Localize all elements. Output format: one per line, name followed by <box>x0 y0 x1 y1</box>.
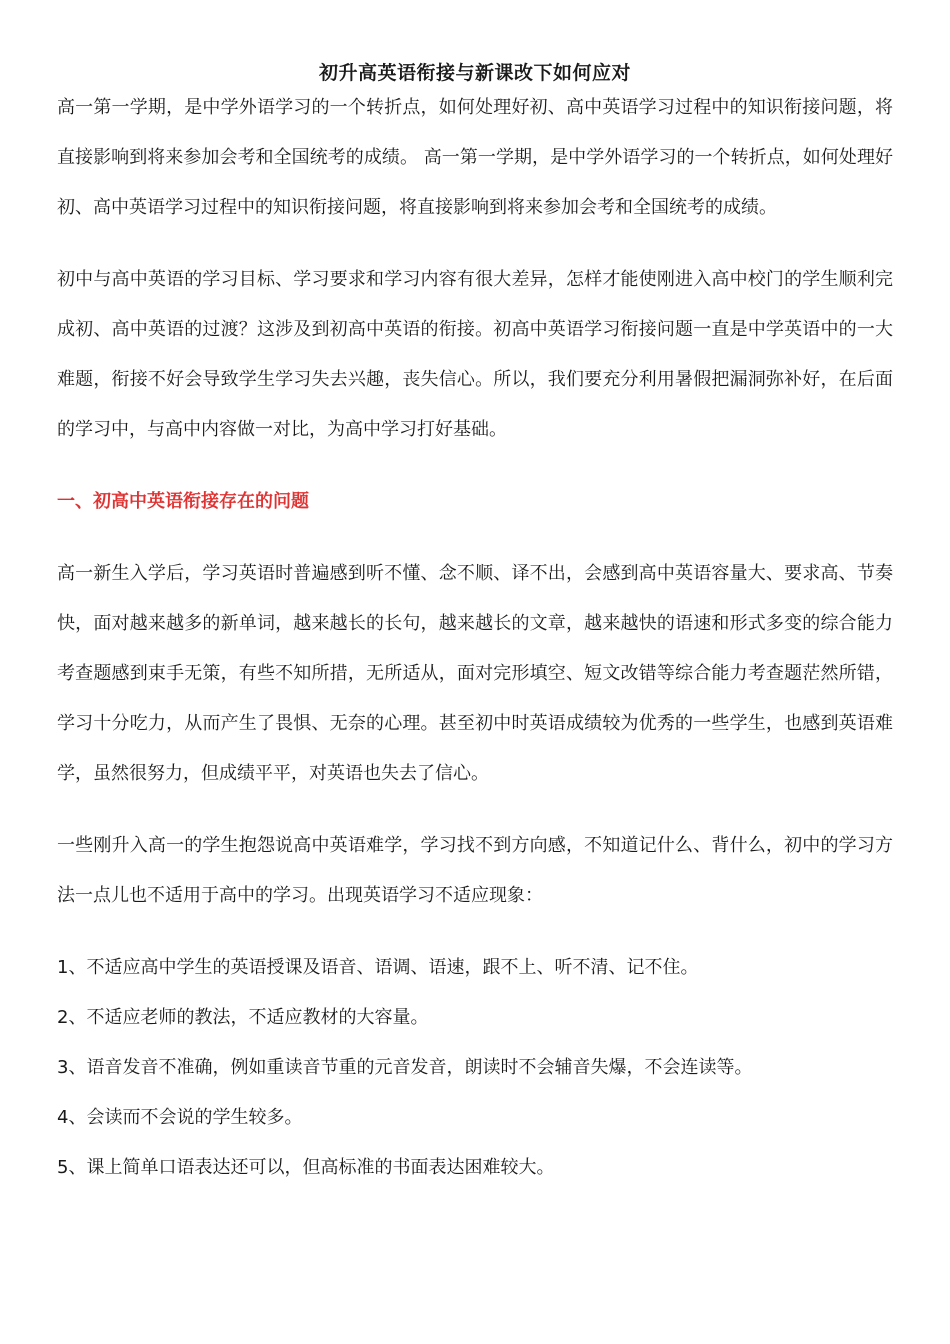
paragraph-complaints: 一些刚升入高一的学生抱怨说高中英语难学，学习找不到方向感，不知道记什么、背什么，初中的学习方法一点儿也不适用于高中的学习。出现英语学习不适应现象： <box>57 835 893 906</box>
list-item: 5、课上简单口语表达还可以，但高标准的书面表达困难较大。 <box>57 1157 555 1178</box>
list-item: 4、会读而不会说的学生较多。 <box>57 1107 303 1128</box>
list-item: 1、不适应高中学生的英语授课及语音、语调、语速，跟不上、听不清、记不住。 <box>57 957 699 978</box>
document-title: 初升高英语衔接与新课改下如何应对 <box>318 62 631 84</box>
section-heading: 一、初高中英语衔接存在的问题 <box>57 491 309 512</box>
problem-list <box>57 943 893 1193</box>
paragraph-problems: 高一新生入学后，学习英语时普遍感到听不懂、念不顺、译不出，会感到高中英语容量大、要求高、节奏快，面对越来越多的新单词，越来越长的长句，越来越长的文章，越来越快的语速和形式多变的综合能力考查题感到束手无策，有些不知所措，无所适从，面对完形填空、短文改错等综合能力考查题茫然所错，学习十分吃力，从而产生了畏惧、无奈的心理。甚至初中时英语成绩较为优秀的一些学生，也感到英语难学，虽然很努力，但成绩平平，对英语也失去了信心。 <box>57 563 893 784</box>
paragraph-differences: 初中与高中英语的学习目标、学习要求和学习内容有很大差异，怎样才能使刚进入高中校门的学生顺利完成初、高中英语的过渡？这涉及到初高中英语的衔接。初高中英语学习衔接问题一直是中学英语中的一大难题，衔接不好会导致学生学习失去兴趣，丧失信心。所以，我们要充分利用暑假把漏洞弥补好，在后面的学习中，与高中内容做一对比，为高中学习打好基础。 <box>57 269 893 440</box>
list-item: 2、不适应老师的教法，不适应教材的大容量。 <box>57 1007 429 1028</box>
paragraph-intro: 高一第一学期，是中学外语学习的一个转折点，如何处理好初、高中英语学习过程中的知识衔接问题，将直接影响到将来参加会考和全国统考的成绩。 高一第一学期，是中学外语学习的一个转折点，如何处理好初、高中英语学习过程中的知识衔接问题，将直接影响到将来参加会考和全国统考的成绩。 <box>57 97 893 218</box>
list-item: 3、语音发音不准确，例如重读音节重的元音发音，朗读时不会辅音失爆，不会连读等。 <box>57 1057 753 1078</box>
